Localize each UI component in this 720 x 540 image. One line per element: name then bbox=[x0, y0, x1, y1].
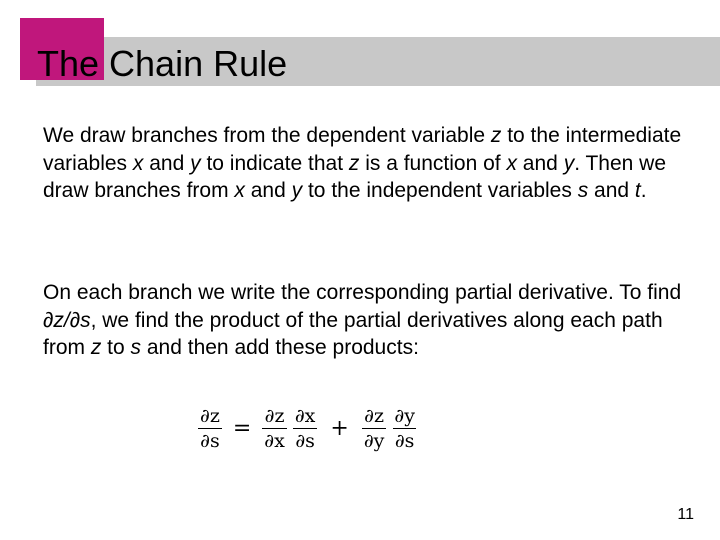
fraction-dy-ds bbox=[392, 404, 417, 453]
denominator: ∂s bbox=[394, 430, 415, 452]
numerator: ∂z bbox=[364, 405, 385, 427]
text-segment: and bbox=[143, 151, 191, 175]
denominator: ∂s bbox=[200, 430, 220, 452]
variable: x bbox=[132, 151, 144, 175]
text-segment: . bbox=[640, 179, 647, 202]
variable: z bbox=[90, 336, 102, 359]
text-segment: to bbox=[101, 336, 131, 359]
numerator: ∂y bbox=[394, 405, 415, 427]
equals-sign: = bbox=[232, 416, 252, 441]
paragraph-branches bbox=[43, 122, 693, 205]
text-segment: and then add these products: bbox=[141, 336, 419, 359]
variable: y bbox=[190, 151, 201, 175]
variable: z bbox=[490, 124, 502, 147]
variable: x bbox=[506, 151, 517, 175]
text-segment: . Then we draw branches from bbox=[43, 151, 667, 202]
text-segment: to the independent variables bbox=[302, 179, 578, 202]
variable: ∂z/∂s bbox=[43, 308, 91, 332]
text-segment: to indicate that bbox=[200, 151, 349, 175]
text-segment: On each branch we write the corresponding partial derivative. To find bbox=[43, 281, 682, 304]
variable: s bbox=[577, 179, 589, 202]
text-segment: and bbox=[244, 179, 292, 202]
variable: z bbox=[348, 151, 360, 175]
text-segment: and bbox=[516, 151, 564, 175]
variable: x bbox=[234, 179, 245, 202]
numerator: ∂z bbox=[200, 405, 220, 427]
variable: s bbox=[130, 336, 142, 359]
fraction-dx-ds bbox=[293, 404, 318, 453]
variable: y bbox=[291, 179, 303, 202]
fraction-dz-ds bbox=[198, 404, 222, 453]
paragraph-partial-derivative bbox=[43, 279, 693, 362]
text-segment: to the intermediate variables bbox=[43, 124, 682, 175]
text-segment: , we find the product of the partial derivatives along each path from bbox=[43, 308, 663, 359]
denominator: ∂x bbox=[264, 430, 285, 452]
fraction-dz-dx bbox=[262, 404, 287, 453]
numerator: ∂z bbox=[264, 405, 285, 427]
chain-rule-formula bbox=[195, 404, 420, 453]
denominator: ∂s bbox=[295, 430, 315, 452]
text-segment: We draw branches from the dependent variable bbox=[43, 124, 491, 147]
denominator: ∂y bbox=[363, 430, 385, 452]
page-number: 11 bbox=[677, 506, 694, 523]
text-segment: is a function of bbox=[359, 151, 507, 175]
slide-title: The Chain Rule bbox=[37, 43, 288, 84]
numerator: ∂x bbox=[294, 405, 316, 427]
variable: t bbox=[634, 179, 641, 202]
plus-sign: + bbox=[330, 416, 349, 441]
fraction-dz-dy bbox=[362, 404, 387, 453]
text-segment: and bbox=[588, 179, 635, 202]
variable: y bbox=[563, 151, 575, 175]
